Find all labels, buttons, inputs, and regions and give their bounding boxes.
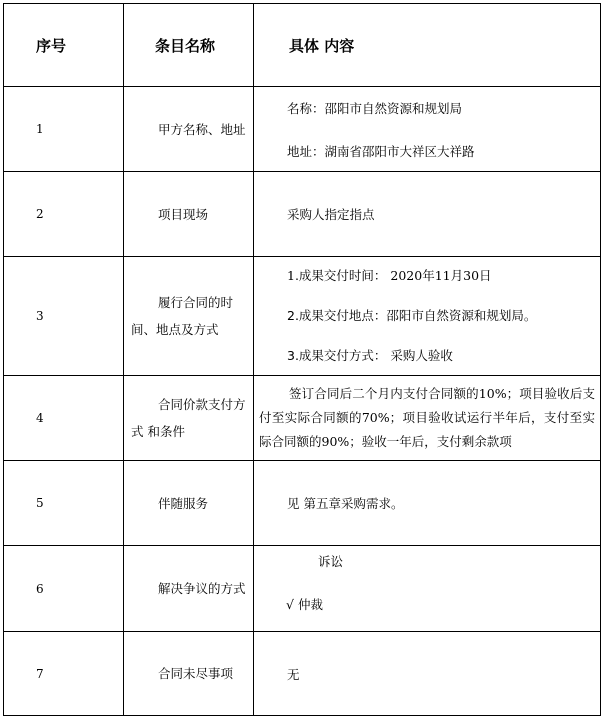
row-number: 7	[4, 632, 124, 716]
row-number: 2	[4, 172, 124, 257]
row-item-text: 履行合同的时间、地点及方式	[131, 295, 234, 337]
table-row	[4, 546, 601, 632]
detail-line: 1.成果交付时间： 2020年11月30日	[287, 268, 492, 283]
row-number: 1	[4, 87, 124, 172]
detail-paragraph: 签订合同后二个月内支付合同额的10%；项目验收后支付至实际合同额的70%；项目验收试运行半年后，支付至实际合同额的90%；验收一年后，支付剩余款项	[259, 386, 595, 449]
row-detail	[254, 257, 601, 376]
row-number: 6	[4, 546, 124, 632]
dispute-option-litigation: 诉讼	[318, 554, 344, 569]
row-detail	[254, 461, 601, 546]
table-header-row	[4, 4, 601, 87]
row-item-name	[124, 376, 254, 461]
row-item-text: 项目现场	[158, 206, 209, 222]
table-row	[4, 257, 601, 376]
row-item-name	[124, 257, 254, 376]
detail-line: 见 第五章采购需求。	[287, 496, 404, 511]
row-item-text: 伴随服务	[158, 495, 209, 511]
table-row	[4, 632, 601, 716]
row-item-text: 甲方名称、地址	[158, 121, 246, 137]
contract-terms-table	[3, 3, 601, 716]
header-item-name: 条目名称	[124, 4, 254, 87]
table-row	[4, 461, 601, 546]
header-number: 序号	[4, 4, 124, 87]
row-item-text: 合同价款支付方式 和条件	[131, 397, 246, 439]
row-detail	[254, 87, 601, 172]
table-row	[4, 87, 601, 172]
row-item-name	[124, 461, 254, 546]
detail-line: 采购人指定指点	[287, 207, 375, 222]
detail-line: 无	[287, 666, 300, 682]
row-detail	[254, 632, 601, 716]
row-item-name	[124, 632, 254, 716]
dispute-option-arbitration: √ 仲裁	[286, 597, 323, 612]
detail-line: 3.成果交付方式： 采购人验收	[287, 348, 453, 363]
header-detail: 具体 内容	[254, 4, 601, 87]
row-number: 5	[4, 461, 124, 546]
row-number: 3	[4, 257, 124, 376]
row-item-text: 解决争议的方式	[158, 581, 246, 596]
table-row	[4, 172, 601, 257]
table-row	[4, 376, 601, 461]
detail-line: 2.成果交付地点：邵阳市自然资源和规划局。	[287, 308, 537, 323]
row-item-text: 合同未尽事项	[158, 666, 234, 681]
row-number: 4	[4, 376, 124, 461]
row-item-name	[124, 546, 254, 632]
row-item-name	[124, 172, 254, 257]
row-detail	[254, 376, 601, 461]
row-detail	[254, 546, 601, 632]
row-item-name	[124, 87, 254, 172]
detail-line: 名称：邵阳市自然资源和规划局	[287, 100, 463, 116]
row-detail	[254, 172, 601, 257]
detail-line: 地址：湖南省邵阳市大祥区大祥路	[287, 143, 475, 159]
